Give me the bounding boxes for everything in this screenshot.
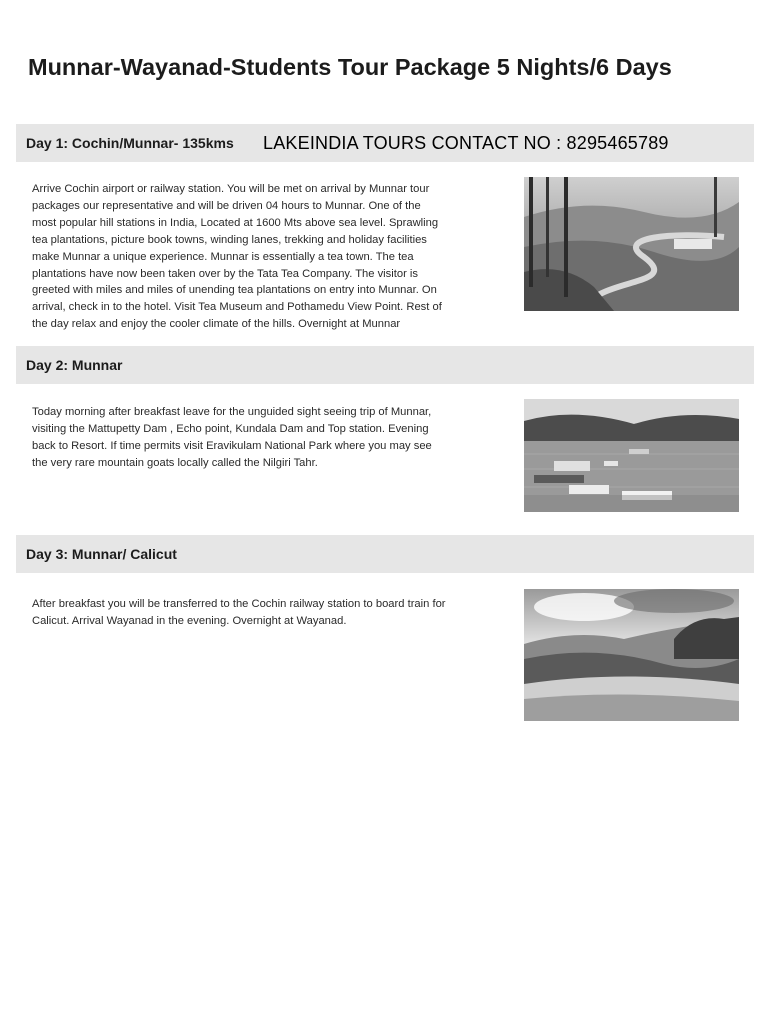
day-1-line: plantations have now been taken over by the Tata Tea Company. The visitor is bbox=[32, 267, 418, 280]
day-3-line: Calicut. Arrival Wayanad in the evening. Overnight at Wayanad. bbox=[32, 614, 347, 627]
day-1-line: packages our representative and will be driven 04 hours to Munnar. One of the bbox=[32, 199, 421, 212]
day-1-line: tea plantations, picture book towns, winding lanes, trekking and holiday facilities bbox=[32, 233, 427, 246]
day-1-line: the day relax and enjoy the cooler climate of the hills. Overnight at Munnar bbox=[32, 318, 401, 331]
day-2-photo-lake-boats bbox=[524, 399, 739, 512]
contact-banner: LAKEINDIA TOURS CONTACT NO : 8295465789 bbox=[263, 133, 669, 153]
day-2-description bbox=[32, 404, 487, 472]
day-3-line: After breakfast you will be transferred to the Cochin railway station to board train for bbox=[32, 598, 446, 610]
day-3-description bbox=[32, 596, 487, 630]
day-2-line: Today morning after breakfast leave for the unguided sight seeing trip of Munnar, bbox=[32, 406, 432, 418]
day-1-line: make Munnar a unique experience. Munnar is essentially a tea town. The tea bbox=[32, 250, 414, 263]
page-title: Munnar-Wayanad-Students Tour Package 5 Nights/6 Days bbox=[28, 54, 672, 80]
day-1-photo-hill-road bbox=[524, 177, 739, 311]
day-1-heading: Day 1: Cochin/Munnar- 135kms bbox=[26, 135, 234, 151]
day-2-line: visiting the Mattupetty Dam , Echo point, Kundala Dam and Top station. Evening bbox=[32, 422, 429, 435]
day-2-line: the very rare mountain goats locally called the Nilgiri Tahr. bbox=[32, 456, 318, 469]
day-1-line: most popular hill stations in India, Located at 1600 Mts above sea level. Sprawling bbox=[32, 216, 439, 229]
day-1-line: greeted with miles and miles of unending tea plantations on entry into Munnar. On bbox=[32, 284, 437, 297]
day-3-header-band bbox=[16, 535, 754, 573]
day-1-header-band bbox=[16, 124, 754, 162]
day-1-line: Arrive Cochin airport or railway station. You will be met on arrival by Munnar tour bbox=[32, 183, 430, 195]
day-2-heading: Day 2: Munnar bbox=[26, 357, 123, 373]
day-2-header-band bbox=[16, 346, 754, 384]
day-2-line: back to Resort. If time permits visit Eravikulam National Park where you may see bbox=[32, 439, 432, 452]
day-1-description bbox=[32, 181, 487, 333]
day-3-heading: Day 3: Munnar/ Calicut bbox=[26, 546, 177, 562]
day-3-photo-tea-hills bbox=[524, 589, 739, 721]
day-1-line: arrival, check in to the hotel. Visit Tea Museum and Pothamedu View Point. Rest of bbox=[32, 301, 442, 314]
